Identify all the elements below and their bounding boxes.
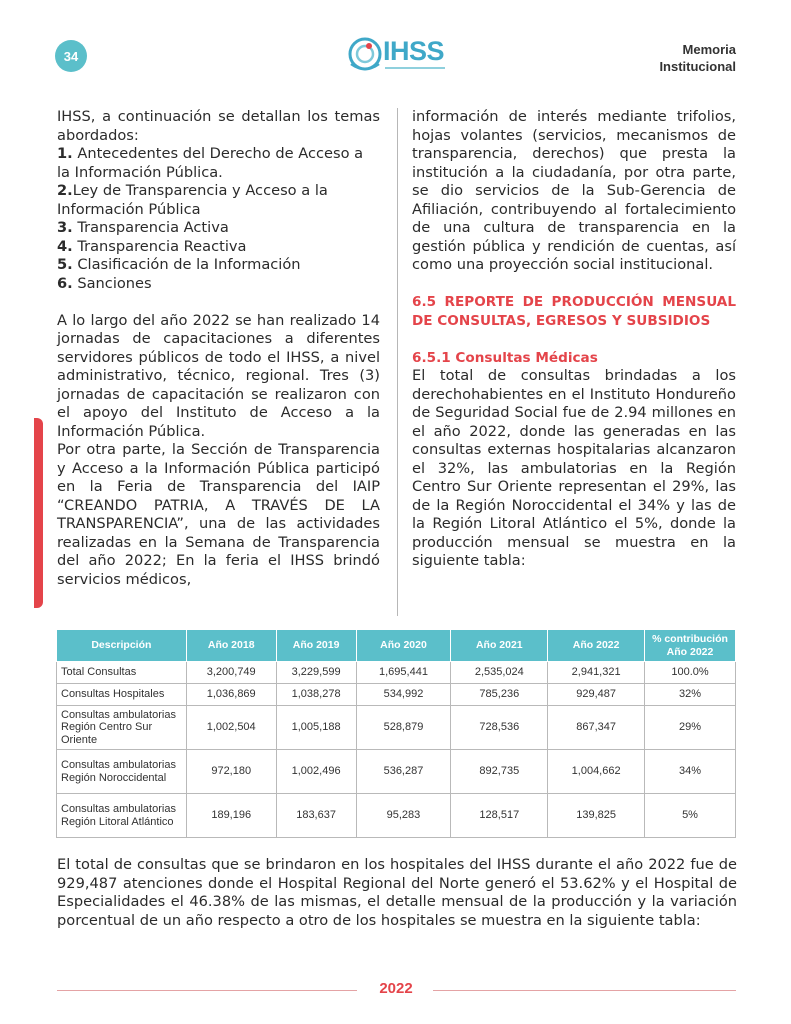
table-header-cell: Año 2021 xyxy=(451,630,548,662)
table-cell: 2,535,024 xyxy=(451,662,548,684)
table-cell: 528,879 xyxy=(356,706,451,750)
table-header-cell: Año 2022 xyxy=(548,630,645,662)
topic-item: 1. Antecedentes del Derecho de Acceso a la Información Pública. xyxy=(57,145,364,181)
table-cell: Consultas ambulatorias Región Litoral Atlántico xyxy=(57,794,187,838)
table-cell: 1,695,441 xyxy=(356,662,451,684)
fair-paragraph: Por otra parte, la Sección de Transparencia y Acceso a la Información Pública participó en la Feria de Transparencia del IAIP “CREANDO PATRIA, A TRAVÉS DE LA TRANSPARENCIA”, una de las actividades realizadas en la Semana de Transparencia del año 2022; En la feria el IHSS brindó servicios médicos, xyxy=(57,441,380,588)
table-header-cell: Año 2020 xyxy=(356,630,451,662)
table-cell: Consultas Hospitales xyxy=(57,684,187,706)
table-cell: 3,200,749 xyxy=(186,662,276,684)
table-cell: 100.0% xyxy=(645,662,736,684)
header-title-line2: Institucional xyxy=(659,59,736,74)
table-cell: 785,236 xyxy=(451,684,548,706)
table-cell: 5% xyxy=(645,794,736,838)
subsection-heading: 6.5.1 Consultas Médicas xyxy=(412,349,598,366)
consultations-table xyxy=(56,629,736,838)
table-cell: 536,287 xyxy=(356,750,451,794)
table-cell: 1,036,869 xyxy=(186,684,276,706)
table-cell: 534,992 xyxy=(356,684,451,706)
ihss-logo xyxy=(345,34,455,76)
table-row xyxy=(57,794,736,838)
consultations-paragraph: El total de consultas brindadas a los derechohabientes en el Instituto Hondureño de Seguridad Social fue de 2.94 millones en el año 2022, donde las generadas en las consultas externas hospitalarias alcanzaron el 32%, las ambulatorias en la Región Centro Sur Oriente representan el 29%, las de la Región Noroccidental el 34% y las de la Región Litoral Atlántico el 5%, donde la producción mensual se muestra en la siguiente tabla: xyxy=(412,367,736,569)
table-row xyxy=(57,662,736,684)
topics-list xyxy=(57,145,380,293)
logo-text: IHSS xyxy=(383,36,445,66)
table-cell: 929,487 xyxy=(548,684,645,706)
right-column xyxy=(412,108,736,571)
table-cell: Consultas ambulatorias Región Centro Sur Oriente xyxy=(57,706,187,750)
topic-item: 5. Clasificación de la Información xyxy=(57,256,301,273)
ihss-logo-icon xyxy=(345,34,385,74)
column-divider xyxy=(397,108,398,616)
table-cell: 1,004,662 xyxy=(548,750,645,794)
table-row xyxy=(57,706,736,750)
table-row xyxy=(57,750,736,794)
hospitals-paragraph: El total de consultas que se brindaron en los hospitales del IHSS durante el año 2022 fue de 929,487 atenciones donde el Hospital Regional del Norte generó el 53.62% y el Hospital de Especialidades el 46.38% de las mismas, el detalle mensual de la producción y la variación porcentual de un año respecto a otro de los hospitales se muestra en la siguiente tabla: xyxy=(57,856,737,929)
table-cell: 1,002,504 xyxy=(186,706,276,750)
table-cell: 95,283 xyxy=(356,794,451,838)
footer-divider-right xyxy=(433,990,736,991)
table-cell: Consultas ambulatorias Región Noroccidental xyxy=(57,750,187,794)
table-header-cell: Año 2018 xyxy=(186,630,276,662)
section-heading: 6.5 REPORTE DE PRODUCCIÓN MENSUAL DE CONSULTAS, EGRESOS Y SUBSIDIOS xyxy=(412,294,736,329)
side-accent-bar xyxy=(34,418,43,608)
table-cell: 1,002,496 xyxy=(276,750,356,794)
table-cell: 3,229,599 xyxy=(276,662,356,684)
page-number: 34 xyxy=(55,40,87,72)
topic-item: 3. Transparencia Activa xyxy=(57,219,229,236)
table-cell: 2,941,321 xyxy=(548,662,645,684)
table-header-cell: Año 2019 xyxy=(276,630,356,662)
table-cell: 128,517 xyxy=(451,794,548,838)
trainings-paragraph: A lo largo del año 2022 se han realizado 14 jornadas de capacitaciones a diferentes servidores públicos de todo el IHSS, a nivel administrativo, técnico, regional. Tres (3) jornadas de capacitación se realizaron con el apoyo del Instituto de Acceso a la Información Pública. xyxy=(57,311,380,440)
footer-divider-left xyxy=(57,990,357,991)
table-cell: 1,005,188 xyxy=(276,706,356,750)
topic-item: 2.Ley de Transparencia y Acceso a la Información Pública xyxy=(57,182,328,218)
table-cell: 1,038,278 xyxy=(276,684,356,706)
table-header-cell: % contribución Año 2022 xyxy=(645,630,736,662)
footer-year: 2022 xyxy=(379,980,413,997)
left-column xyxy=(57,108,380,589)
topic-item: 4. Transparencia Reactiva xyxy=(57,237,247,255)
header-title xyxy=(659,41,736,75)
table-header-row xyxy=(57,630,736,662)
table-row xyxy=(57,684,736,706)
header-title-line1: Memoria xyxy=(682,42,736,57)
topic-item: 6. Sanciones xyxy=(57,274,152,292)
table-cell: 29% xyxy=(645,706,736,750)
table-cell: 892,735 xyxy=(451,750,548,794)
table-cell: 728,536 xyxy=(451,706,548,750)
table-cell: 139,825 xyxy=(548,794,645,838)
table-cell: 189,196 xyxy=(186,794,276,838)
table-cell: 32% xyxy=(645,684,736,706)
table-cell: 34% xyxy=(645,750,736,794)
table-cell: Total Consultas xyxy=(57,662,187,684)
table-cell: 972,180 xyxy=(186,750,276,794)
table-header-cell: Descripción xyxy=(57,630,187,662)
fair-continuation-paragraph: información de interés mediante trifolios, hojas volantes (servicios, mecanismos de transparencia, derechos) que presta la institución a la ciudadanía, por otra parte, se dio servicios de la Sub-Gerencia de Afiliación, contribuyendo al fortalecimiento de una cultura de transparencia en la gestión pública y rendición de cuentas, así como una proyección social institucional. xyxy=(412,108,736,273)
topics-intro: IHSS, a continuación se detallan los temas abordados: xyxy=(57,108,380,144)
logo-underline xyxy=(385,67,445,69)
table-cell: 183,637 xyxy=(276,794,356,838)
table-cell: 867,347 xyxy=(548,706,645,750)
